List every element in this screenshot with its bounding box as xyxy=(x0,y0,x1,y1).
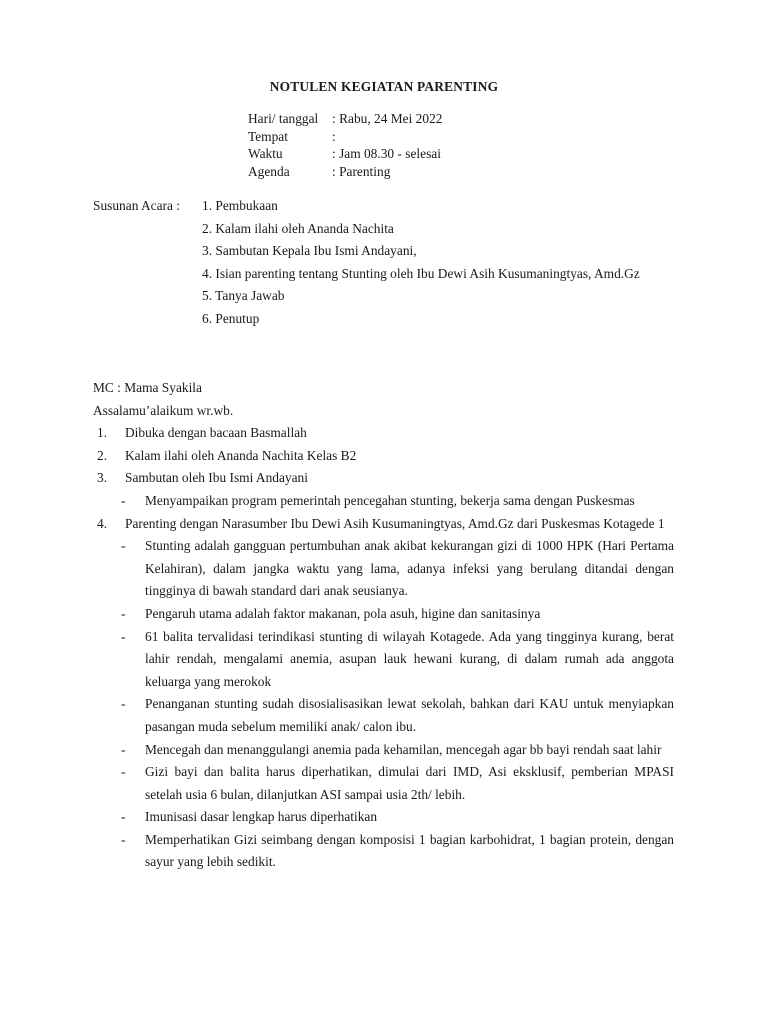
sub-bullet xyxy=(121,806,674,829)
dash-bullet: - xyxy=(121,605,126,621)
bullet-text: Imunisasi dasar lengkap harus diperhatikan xyxy=(145,809,378,825)
dash-bullet: - xyxy=(121,809,126,825)
info-label: Tempat xyxy=(248,128,288,144)
greeting-line: Assalamu’alaikum wr.wb. xyxy=(93,402,234,418)
dash-bullet: - xyxy=(121,831,126,847)
schedule-item: 1. Pembukaan xyxy=(202,198,278,213)
info-label: Hari/ tanggal xyxy=(248,111,319,126)
document-title: NOTULEN KEGIATAN PARENTING xyxy=(269,79,499,94)
numbered-item xyxy=(93,445,674,468)
schedule-list xyxy=(202,195,674,331)
schedule-item: 5. Tanya Jawab xyxy=(202,288,285,304)
schedule-item: 3. Sambutan Kepala Ibu Ismi Andayani, xyxy=(202,243,417,259)
sub-bullet xyxy=(121,490,674,513)
dash-bullet: - xyxy=(121,538,126,554)
dash-bullet: - xyxy=(121,764,126,780)
sub-bullet xyxy=(121,739,674,762)
item-number: 4. xyxy=(97,515,108,531)
item-number: 2. xyxy=(97,447,108,463)
bullet-text: Penanganan stunting sudah disosialisasikan lewat sekolah, bahkan dari KAU untuk menyiapkan pasangan muda sebelum memiliki anak/ calon ibu. xyxy=(145,696,674,734)
item-number: 1. xyxy=(97,425,108,441)
bullet-text: Mencegah dan menanggulangi anemia pada kehamilan, mencegah agar bb bayi rendah saat lahir xyxy=(145,741,662,757)
mc-line: MC : Mama Syakila xyxy=(93,380,202,395)
info-label: Waktu xyxy=(248,146,283,161)
info-row-time xyxy=(248,145,442,163)
numbered-item xyxy=(93,422,674,445)
info-value: : Jam 08.30 - selesai xyxy=(332,146,441,161)
sub-bullet xyxy=(121,829,674,874)
bullet-text: 61 balita tervalidasi terindikasi stunting di wilayah Kotagede. Ada yang tingginya kurang, berat lahir rendah, mengalami anemia, asupan lauk hewani kurang, di dalam rumah ada anggota keluarga yang merokok xyxy=(145,628,674,689)
info-row-date xyxy=(248,110,442,128)
dash-bullet: - xyxy=(121,696,126,712)
meeting-info xyxy=(248,110,442,180)
info-label: Agenda xyxy=(248,163,290,179)
schedule-item: 2. Kalam ilahi oleh Ananda Nachita xyxy=(202,220,394,236)
item-text: Parenting dengan Narasumber Ibu Dewi Asih Kusumaningtyas, Amd.Gz dari Puskesmas Kotagede 1 xyxy=(125,515,665,531)
bullet-text: Stunting adalah gangguan pertumbuhan anak akibat kekurangan gizi di 1000 HPK (Hari Pertama Kelahiran), dalam jangka waktu yang lama, adanya infeksi yang berulang ditandai dengan tingginya di bawah standard dari anak seusianya. xyxy=(145,538,674,599)
bullet-text: Menyampaikan program pemerintah pencegahan stunting, bekerja sama dengan Puskesmas xyxy=(145,492,635,508)
bullet-text: Gizi bayi dan balita harus diperhatikan, dimulai dari IMD, Asi eksklusif, pemberian MPASI setelah usia 6 bulan, dilanjutkan ASI sampai usia 2th/ lebih. xyxy=(145,764,674,802)
info-value: : Parenting xyxy=(332,163,391,179)
info-row-place xyxy=(248,128,442,146)
schedule-item: 6. Penutup xyxy=(202,310,260,326)
dash-bullet: - xyxy=(121,741,126,757)
info-value: : xyxy=(332,128,336,144)
info-row-agenda xyxy=(248,163,442,181)
numbered-item xyxy=(93,513,674,536)
info-value: : Rabu, 24 Mei 2022 xyxy=(332,111,443,126)
schedule-label: Susunan Acara : xyxy=(93,198,181,213)
dash-bullet: - xyxy=(121,628,126,644)
sub-bullet xyxy=(121,535,674,603)
numbered-item xyxy=(93,467,674,490)
item-text: Sambutan oleh Ibu Ismi Andayani xyxy=(125,470,308,486)
sub-bullet xyxy=(121,626,674,694)
meeting-notes xyxy=(93,377,674,874)
item-text: Dibuka dengan bacaan Basmallah xyxy=(125,425,307,441)
sub-bullet xyxy=(121,693,674,738)
item-number: 3. xyxy=(97,470,108,486)
item-text: Kalam ilahi oleh Ananda Nachita Kelas B2 xyxy=(125,447,357,463)
bullet-text: Pengaruh utama adalah faktor makanan, pola asuh, higine dan sanitasinya xyxy=(145,605,541,621)
dash-bullet: - xyxy=(121,492,126,508)
sub-bullet xyxy=(121,761,674,806)
bullet-text: Memperhatikan Gizi seimbang dengan komposisi 1 bagian karbohidrat, 1 bagian protein, dengan sayur yang lebih sedikit. xyxy=(145,831,674,870)
sub-bullet xyxy=(121,603,674,626)
schedule-item: 4. Isian parenting tentang Stunting oleh Ibu Dewi Asih Kusumaningtyas, Amd.Gz xyxy=(202,265,640,281)
